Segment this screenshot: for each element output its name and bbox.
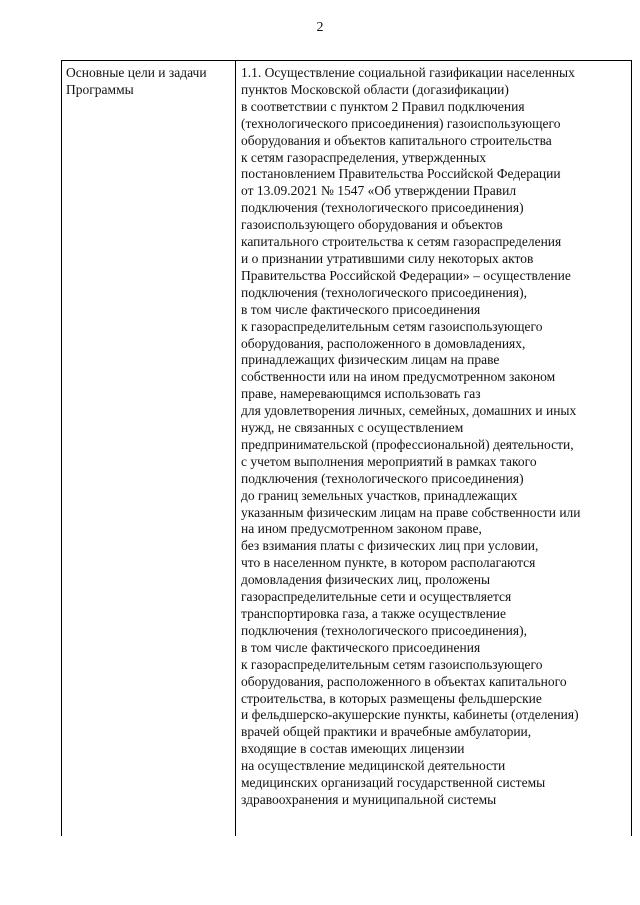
content-text-line: в том числе фактического присоединения [241, 639, 481, 655]
content-text-line: газоиспользующего оборудования и объектов [241, 217, 503, 233]
content-text-line: до границ земельных участков, принадлежащих [241, 487, 518, 503]
content-text-line: и фельдшерско-акушерские пункты, кабинеты (отделения) [241, 707, 579, 723]
content-text-line: подключения (технологического присоединения) [241, 200, 524, 216]
program-table [61, 60, 632, 836]
content-text-line: принадлежащих физическим лицам на праве [241, 352, 500, 368]
content-text-line: (технологического присоединения) газоиспользующего [241, 115, 561, 131]
content-text-line: входящие в состав имеющих лицензии [241, 741, 465, 757]
row-content-cell [241, 65, 629, 809]
content-text-line: в том числе фактического присоединения [241, 301, 481, 317]
column-divider [235, 61, 236, 836]
content-text-line: оборудования и объектов капитального строительства [241, 132, 552, 148]
content-text-line: к газораспределительным сетям газоиспользующего [241, 318, 543, 334]
content-text-line: и о признании утратившими силу некоторых актов [241, 250, 534, 266]
content-text-line: домовладения физических лиц, проложены [241, 572, 491, 588]
content-text-line: оборудования, расположенного в объектах капитального [241, 673, 567, 689]
content-text-line: указанным физическим лицам на праве собственности или [241, 504, 581, 520]
content-text-line: Правительства Российской Федерации» – осуществление [241, 267, 571, 283]
content-text-line: здравоохранения и муниципальной системы [241, 791, 497, 807]
content-text-line: без взимания платы с физических лиц при условии, [241, 538, 539, 554]
content-text-line: нужд, не связанных с осуществлением [241, 420, 464, 436]
content-text-line: в соответствии с пунктом 2 Правил подключения [241, 98, 525, 114]
row-label-cell [66, 65, 231, 99]
content-text-line: пунктов Московской области (догазификации) [241, 81, 509, 97]
content-text-line: предпринимательской (профессиональной) деятельности, [241, 436, 574, 452]
content-text-line: для удовлетворения личных, семейных, домашних и иных [241, 403, 577, 419]
content-text-line: от 13.09.2021 № 1547 «Об утверждении Правил [241, 183, 517, 199]
content-text-line: медицинских организаций государственной системы [241, 775, 546, 791]
content-text-line: газораспределительные сети и осуществляется [241, 589, 512, 605]
content-text-line: на ином предусмотренном законом праве, [241, 521, 482, 537]
content-text-line: врачей общей практики и врачебные амбулатории, [241, 724, 532, 740]
content-text-line: что в населенном пункте, в котором располагаются [241, 555, 536, 571]
content-text-line: подключения (технологического присоединения) [241, 470, 524, 486]
content-text-line: на осуществление медицинской деятельности [241, 758, 506, 774]
content-text-line: транспортировка газа, а также осуществление [241, 606, 507, 621]
content-text-line: постановлением Правительства Российской Федерации [241, 166, 561, 182]
row-label-line: Основные цели и задачи [66, 65, 207, 80]
content-text-line: капитального строительства к сетям газораспределения [241, 234, 562, 250]
content-text-line: 1.1. Осуществление социальной газификации населенных [241, 65, 575, 80]
content-text-line: к газораспределительным сетям газоиспользующего [241, 656, 543, 672]
page-number: 2 [316, 20, 324, 35]
row-label-line: Программы [66, 81, 134, 97]
content-text-line: с учетом выполнения мероприятий в рамках такого [241, 453, 537, 469]
content-text-line: оборудования, расположенного в домовладениях, [241, 335, 526, 351]
content-text-line: подключения (технологического присоединения), [241, 622, 527, 638]
content-text-line: собственности или на ином предусмотренном законом [241, 369, 556, 385]
content-text-line: подключения (технологического присоединения), [241, 284, 527, 300]
content-text-line: праве, намеревающимся использовать газ [241, 386, 481, 402]
content-text-line: строительства, в которых размещены фельдшерские [241, 690, 542, 706]
content-text-line: к сетям газораспределения, утвержденных [241, 149, 487, 165]
